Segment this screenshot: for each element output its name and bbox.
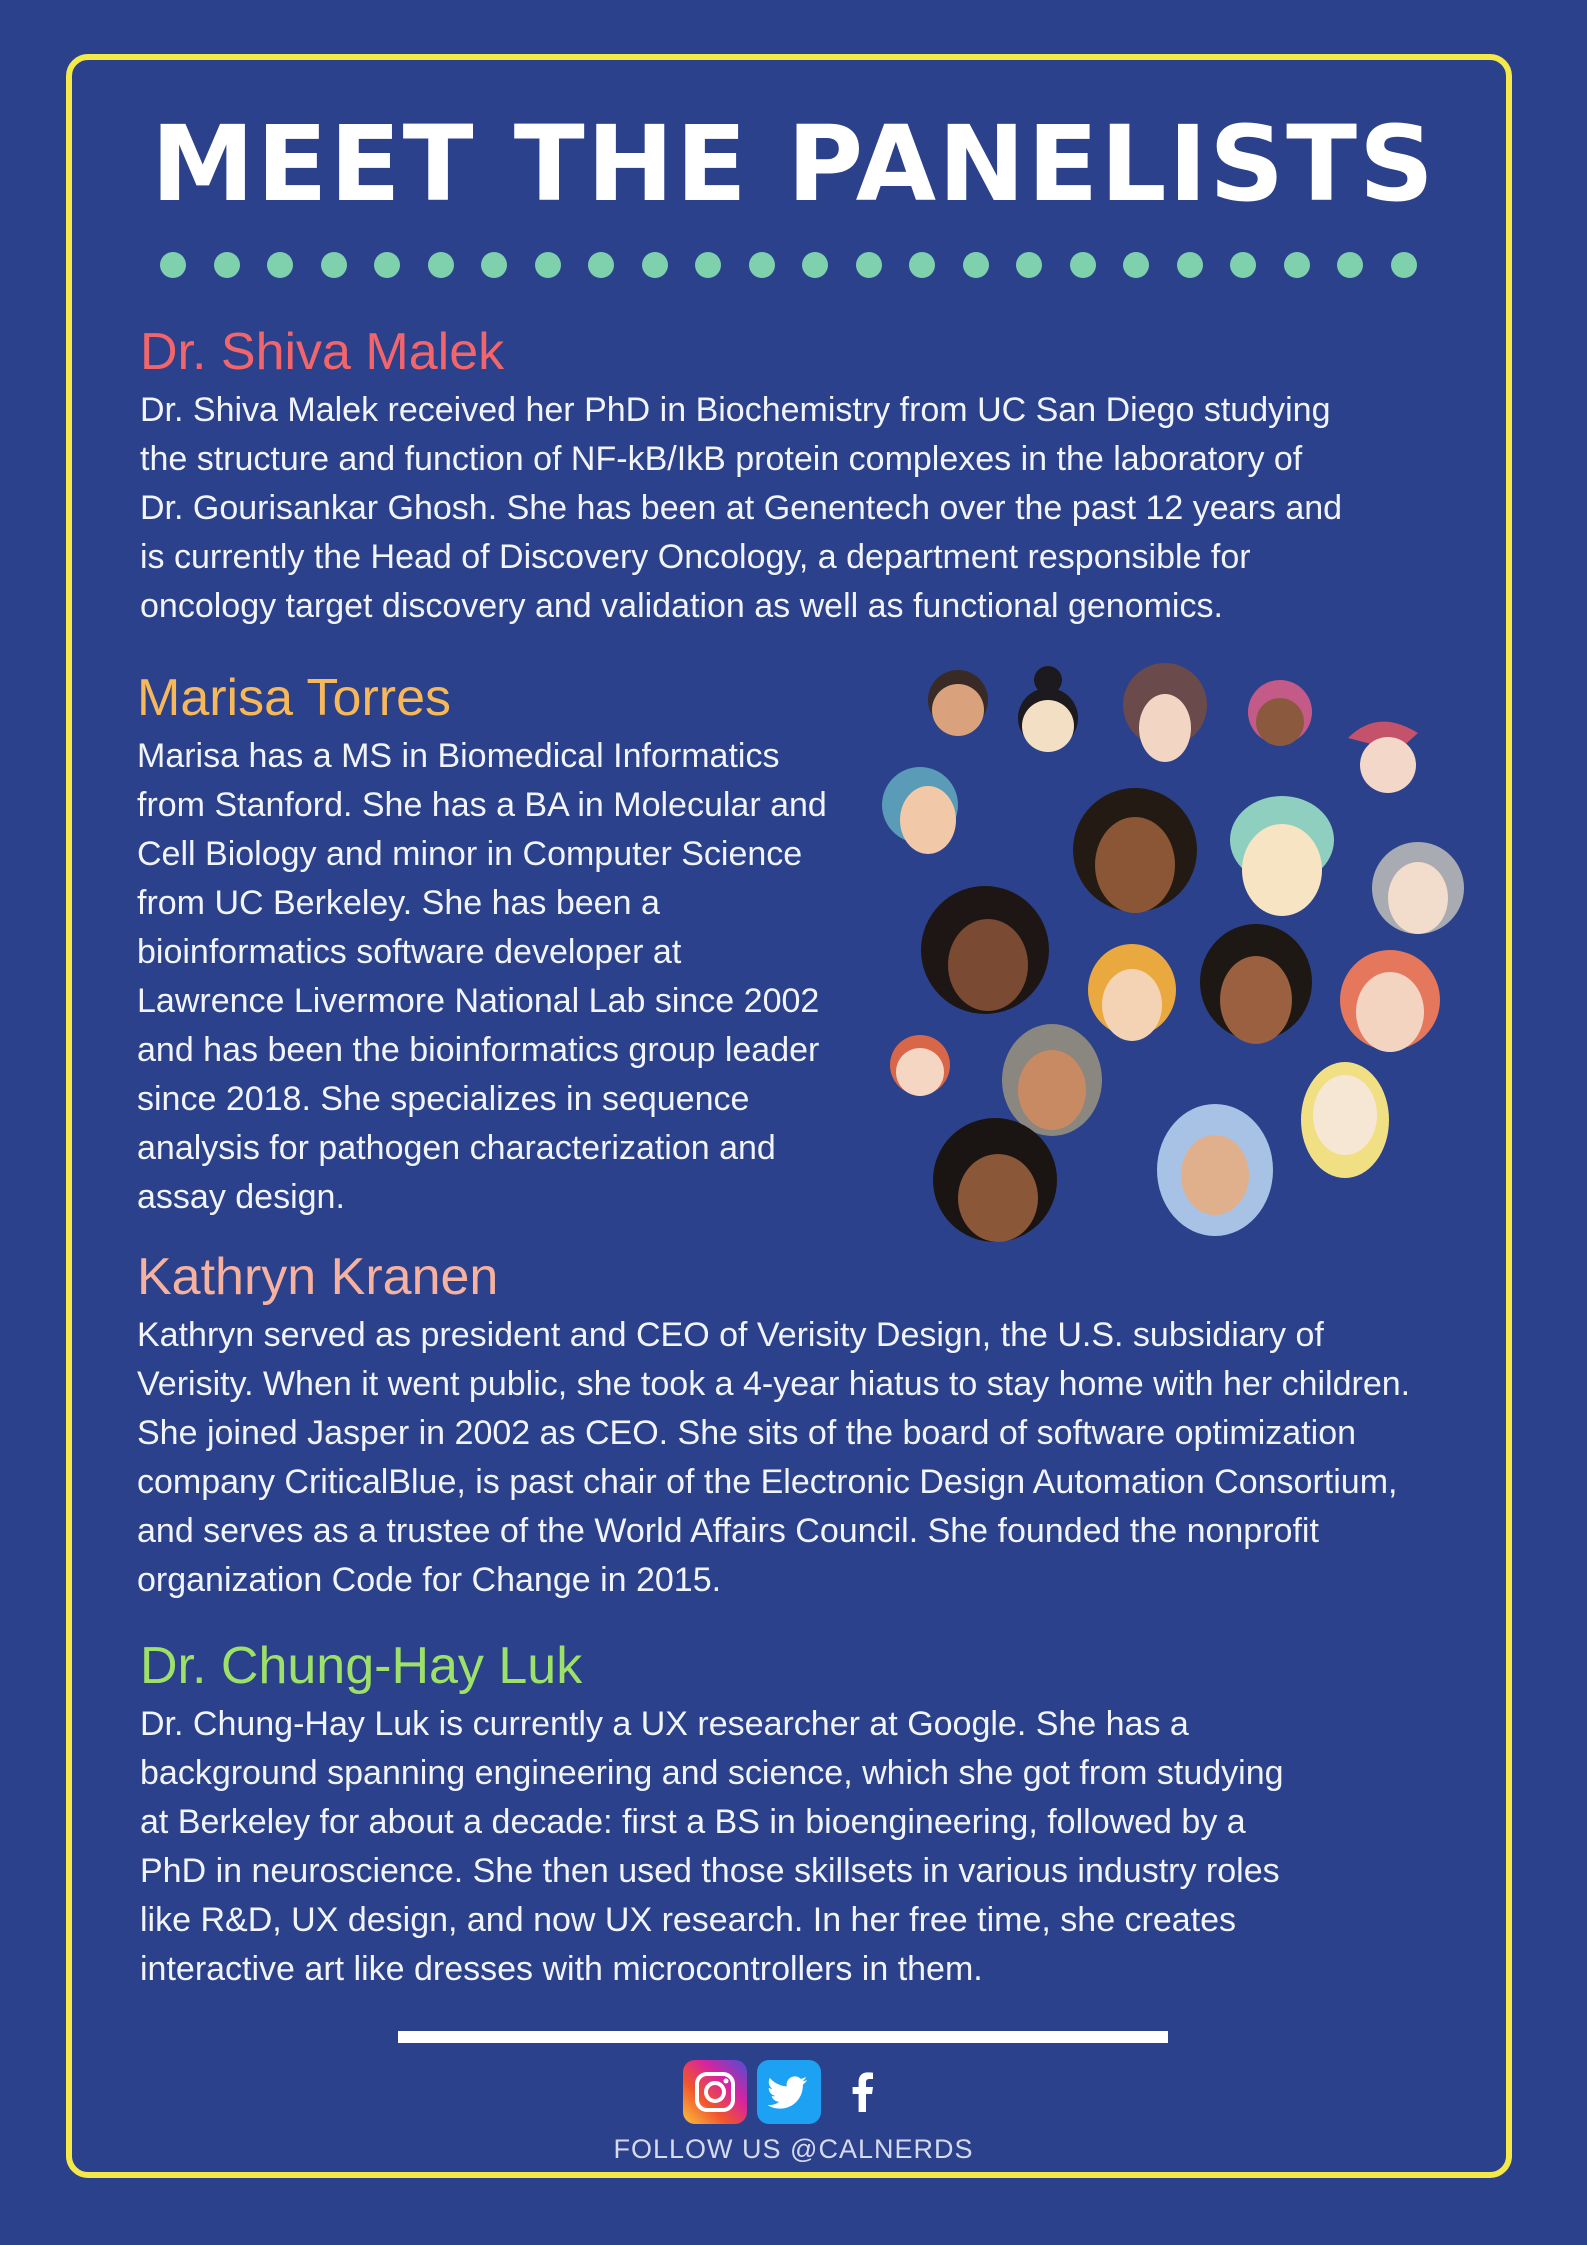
bio-line: company CriticalBlue, is past chair of the Electronic Design Automation Consortium, [137,1463,1398,1501]
panelist-bio [137,732,877,1222]
bio-line: Dr. Chung-Hay Luk is currently a UX researcher at Google. She has a [140,1705,1189,1743]
divider-dot [267,252,293,278]
bio-line: from UC Berkeley. She has been a [137,884,660,922]
face [1372,842,1464,934]
face [890,1035,950,1096]
face [1230,796,1334,916]
bio-line: and serves as a trustee of the World Affairs Council. She founded the nonprofit [137,1512,1319,1550]
bio-line: Verisity. When it went public, she took a 4-year hiatus to stay home with her children. [137,1365,1411,1403]
face [1123,663,1207,762]
bio-line: PhD in neuroscience. She then used those skillsets in various industry roles [140,1852,1280,1890]
divider-dot [963,252,989,278]
bio-line: assay design. [137,1178,345,1216]
twitter-icon[interactable] [757,2060,821,2124]
face [1348,722,1418,793]
facebook-icon[interactable] [831,2060,895,2124]
divider-dot [214,252,240,278]
divider-dot [802,252,828,278]
bio-line: Marisa has a MS in Biomedical Informatics [137,737,780,775]
divider-dot [642,252,668,278]
panelist-name: Kathryn Kranen [137,1248,499,1306]
face [1301,1062,1389,1178]
divider-dot [1230,252,1256,278]
bio-line: like R&D, UX design, and now UX research. In her free time, she creates [140,1901,1237,1939]
face [1018,666,1078,752]
face [928,670,988,736]
bio-line: analysis for pathogen characterization and [137,1129,776,1167]
face [933,1118,1057,1242]
divider-dot [535,252,561,278]
divider-dot [1123,252,1149,278]
face [1248,680,1312,746]
bio-line: Kathryn served as president and CEO of Verisity Design, the U.S. subsidiary of [137,1316,1324,1354]
divider-dot [856,252,882,278]
bio-line: Cell Biology and minor in Computer Science [137,835,803,873]
face [882,767,958,854]
divider-dot [321,252,347,278]
face [1088,944,1176,1041]
divider-dot [695,252,721,278]
panelist-chung-hay-luk [140,1636,1420,1994]
bio-line: the structure and function of NF-kB/IkB protein complexes in the laboratory of [140,440,1303,478]
panelist-name: Dr. Chung-Hay Luk [140,1637,583,1695]
panelist-bio [137,1311,1497,1605]
divider-dot [1284,252,1310,278]
bio-line: since 2018. She specializes in sequence [137,1080,750,1118]
panelist-bio [140,386,1420,631]
bio-line: and has been the bioinformatics group leader [137,1031,820,1069]
panelist-bio [140,1700,1420,1994]
bio-line: bioinformatics software developer at [137,933,682,971]
face [921,886,1049,1014]
bio-line: Dr. Shiva Malek received her PhD in Biochemistry from UC San Diego studying [140,391,1331,429]
footer-divider [398,2031,1168,2043]
divider-dot [909,252,935,278]
panelist-shiva-malek [140,322,1420,631]
divider-dot [1070,252,1096,278]
panelist-kathryn-kranen [137,1247,1497,1605]
divider-dot [749,252,775,278]
divider-dot [1337,252,1363,278]
bio-line: from Stanford. She has a BA in Molecular and [137,786,827,824]
divider-dot [160,252,186,278]
divider-dot [588,252,614,278]
face [1157,1104,1273,1236]
divider-dot [1016,252,1042,278]
bio-line: organization Code for Change in 2015. [137,1561,722,1599]
bio-line: interactive art like dresses with microcontrollers in them. [140,1950,983,1988]
bio-line: background spanning engineering and science, which she got from studying [140,1754,1284,1792]
bio-line: at Berkeley for about a decade: first a BS in bioengineering, followed by a [140,1803,1246,1841]
face [1073,788,1197,913]
follow-us-text: FOLLOW US @CALNERDS [613,2134,974,2164]
face [1002,1024,1102,1136]
instagram-icon[interactable] [683,2060,747,2124]
divider-dot [428,252,454,278]
face [1200,924,1312,1044]
panelist-name: Marisa Torres [137,669,452,727]
panelist-name: Dr. Shiva Malek [140,323,505,381]
social-links [683,2060,903,2126]
illustrated-faces-image [870,660,1490,1260]
divider-dot [374,252,400,278]
divider-dot [1391,252,1417,278]
divider-dot [1177,252,1203,278]
panelist-marisa-torres [137,668,877,1222]
page-title: MEET THE PANELISTS [151,103,1436,225]
divider-dot [481,252,507,278]
face [1340,950,1440,1052]
bio-line: oncology target discovery and validation as well as functional genomics. [140,587,1223,625]
bio-line: Lawrence Livermore National Lab since 2002 [137,982,820,1020]
bio-line: She joined Jasper in 2002 as CEO. She sits of the board of software optimization [137,1414,1357,1452]
dotted-divider [160,252,1410,280]
bio-line: Dr. Gourisankar Ghosh. She has been at Genentech over the past 12 years and [140,489,1343,527]
bio-line: is currently the Head of Discovery Oncology, a department responsible for [140,538,1251,576]
